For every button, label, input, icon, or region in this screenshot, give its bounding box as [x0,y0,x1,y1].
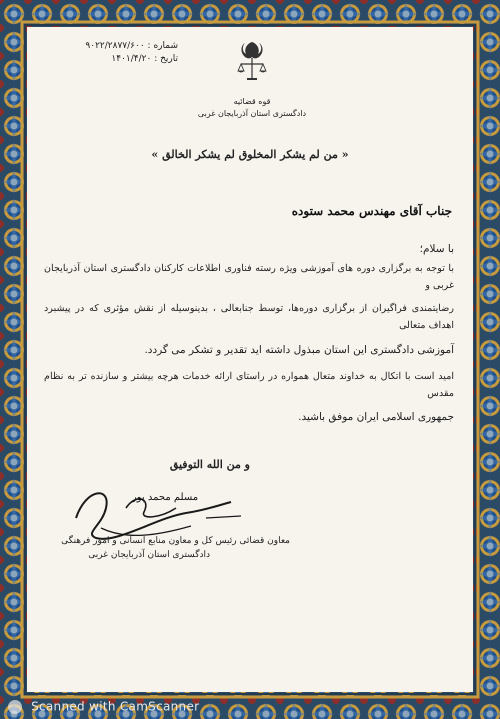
greeting: با سلام؛ [419,243,454,255]
motto: « من لم یشکر المخلوق لم یشکر الخالق » [151,148,349,161]
number-label: شماره : [147,41,178,51]
letter-meta [58,40,178,65]
recipient: جناب آقای مهندس محمد ستوده [291,204,452,218]
judiciary-emblem-icon [236,38,268,88]
camscanner-logo-icon [8,700,22,714]
paragraph-1-line-2: رضایتمندی فراگیران از برگزاری دوره‌ها، توسط جنابعالی ، بدینوسیله از نقش مؤثری که در پیشبرد اهداف متعالی [44,302,454,331]
organization-header [180,96,324,120]
watermark [8,696,308,714]
number-row [58,40,178,53]
date-value: ۱۴۰۱/۴/۲۰ [111,53,152,64]
date-label: تاریخ : [154,53,178,64]
signer-name: مسلم محمد پور [131,492,199,503]
organization-name: قوه قضائیه [233,97,271,106]
paragraph-2-line-2: جمهوری اسلامی ایران موفق باشید. [298,411,454,424]
paragraph-2-line-1: امید است با اتکال به خداوند متعال همواره در راستای ارائه خدمات هرچه بیشتر و سازنده تر به نظام مقدس [44,370,454,399]
paragraph-1-line-3: آموزشی دادگستری این استان مبذول داشته اید تقدیر و تشکر می گردد. [144,343,454,356]
department-name: دادگستری استان آذربایجان غربی [197,109,307,118]
signer-title [60,534,290,563]
closing-phrase: و من الله التوفیق [169,458,250,471]
signer-title-line-1: معاون قضائی رئیس کل و معاون منابع انسانی و امور فرهنگی [61,536,290,546]
date-row [58,53,178,66]
letter-text [44,240,454,427]
signer-title-line-2: دادگستری استان آذربایجان غربی [88,550,210,561]
paragraph-1-line-1: با توجه به برگزاری دوره های آموزشی ویژه رسته فناوری اطلاعات کارکنان دادگستری استان آذربایجان غربی و [44,263,454,292]
number-value: ۹۰۲۲/۲۸۷۷/۶۰۰ [85,41,145,51]
watermark-text: Scanned with CamScanner [31,699,200,714]
